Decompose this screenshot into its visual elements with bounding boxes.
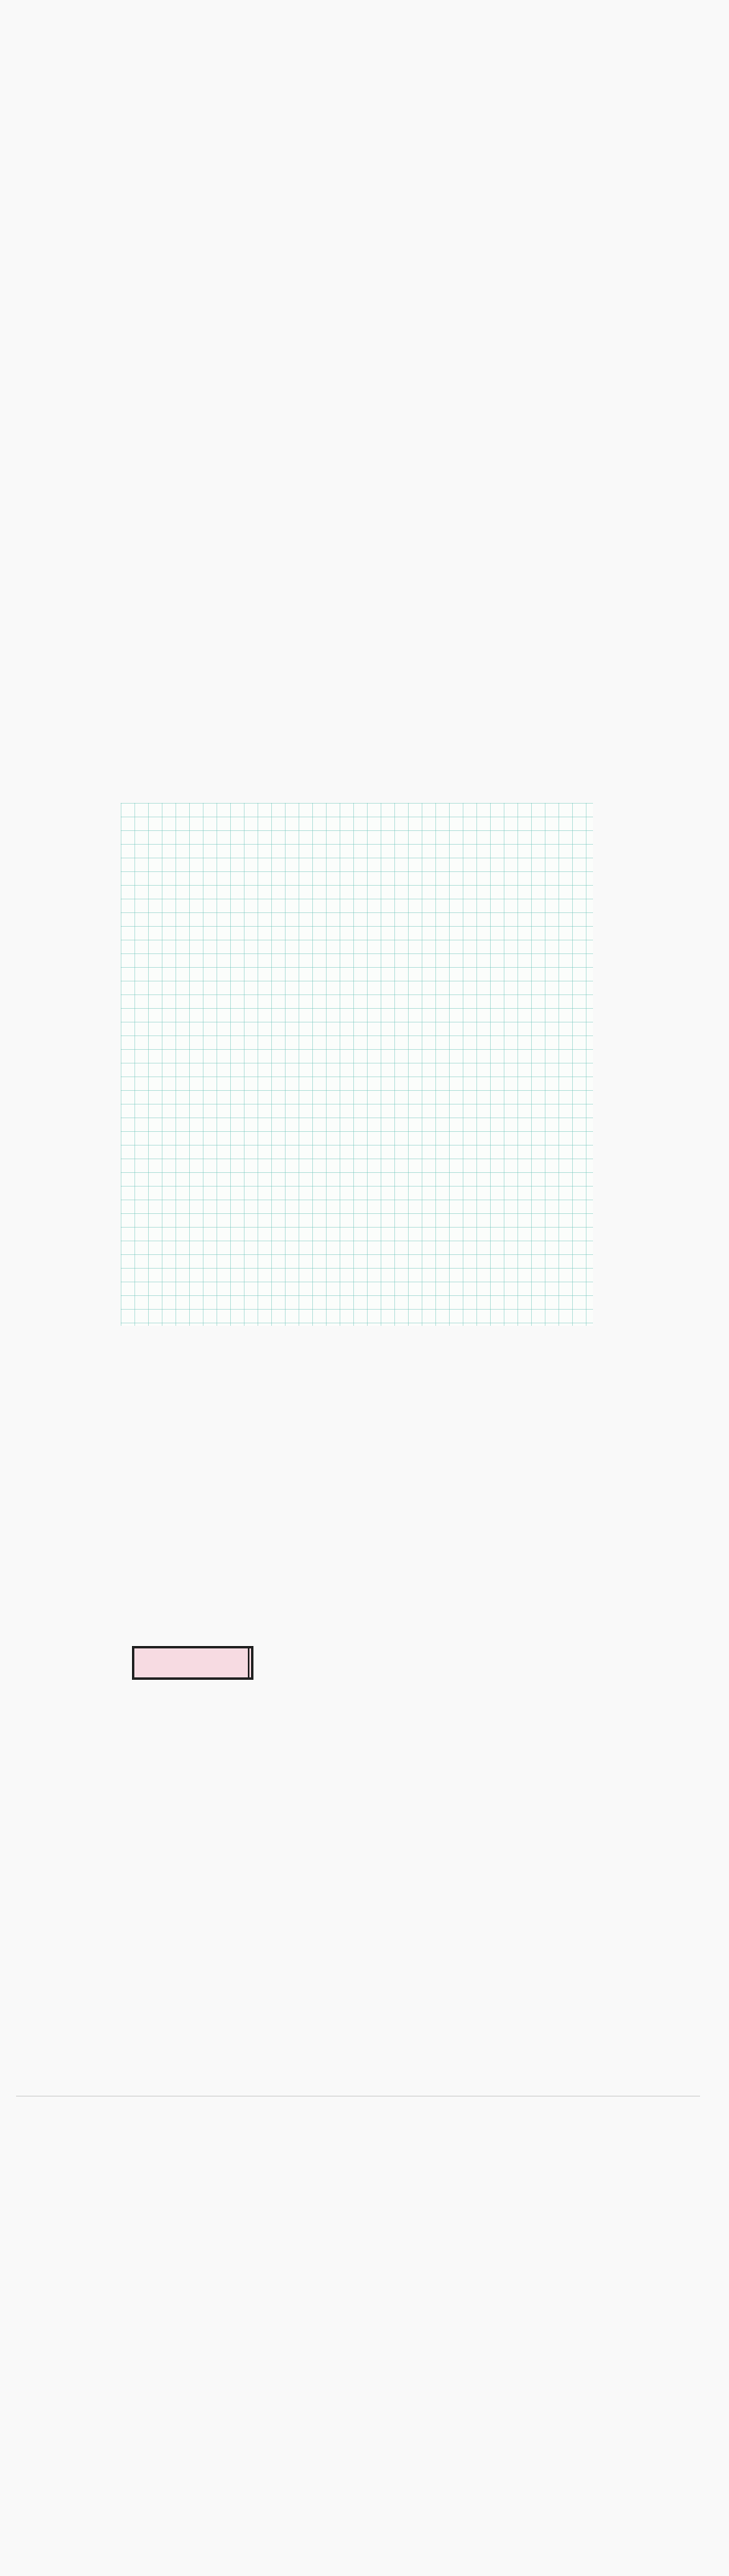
divider	[16, 2096, 700, 2097]
notebook-solution-image	[121, 803, 593, 1326]
fruit-table	[132, 1646, 253, 1680]
header-corner	[134, 1648, 249, 1679]
header-fruit-names	[249, 1648, 253, 1679]
